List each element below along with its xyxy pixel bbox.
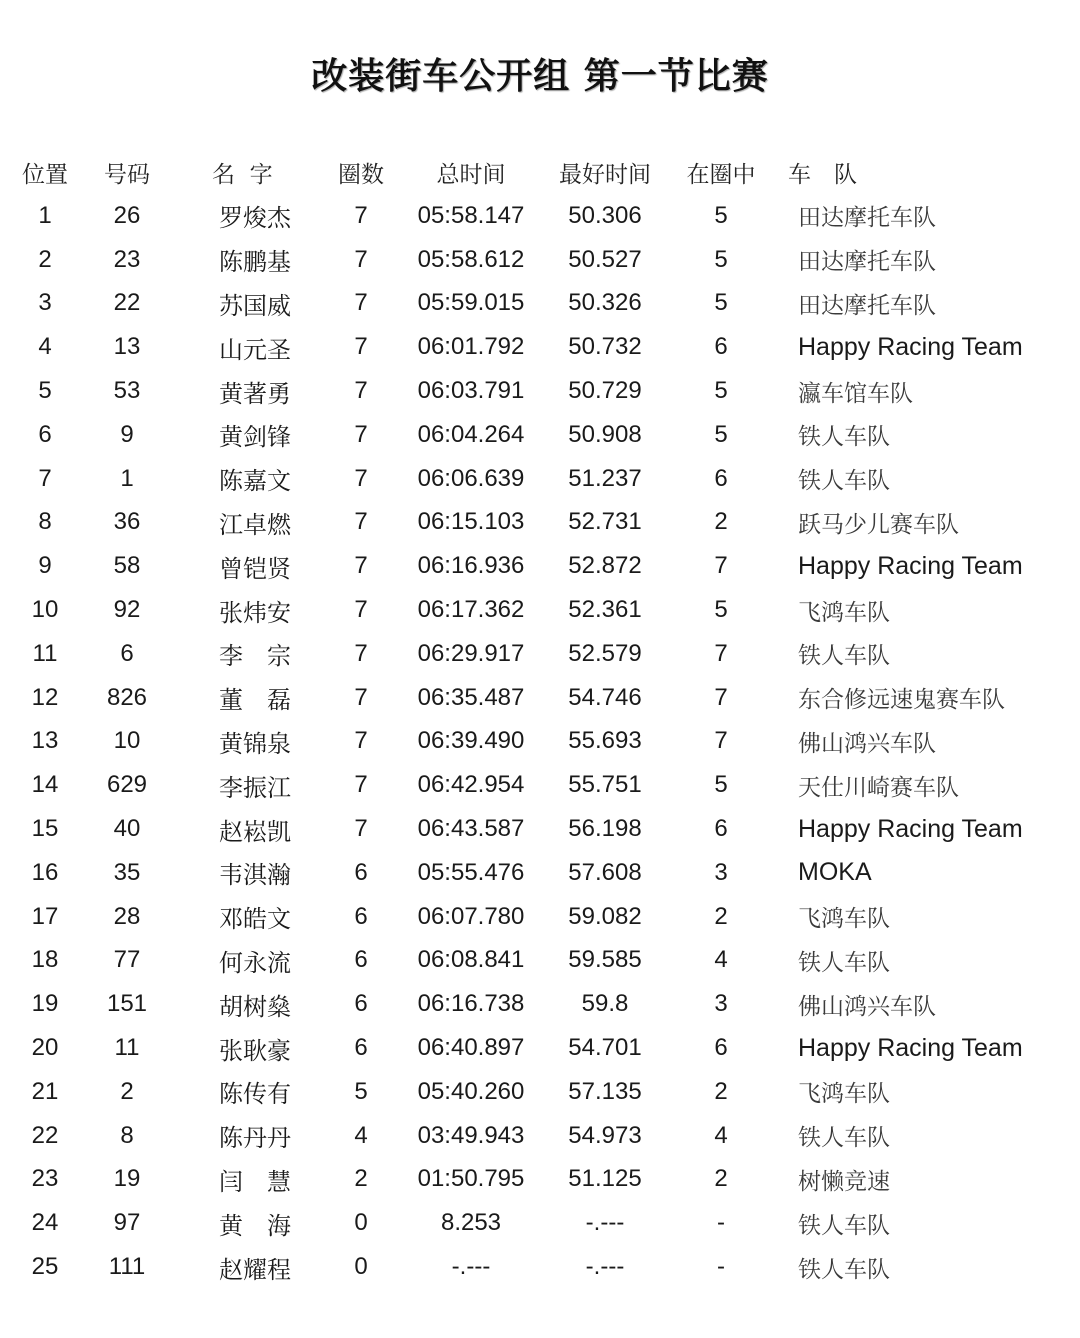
cell-position: 13 xyxy=(31,727,59,755)
header-name: 名 字 xyxy=(212,161,273,188)
table-row xyxy=(0,501,1080,545)
cell-team: 铁人车队 xyxy=(798,424,890,451)
cell-position: 1 xyxy=(38,201,52,229)
cell-total-time: 06:04.264 xyxy=(417,420,525,448)
cell-in-lap: 5 xyxy=(714,201,728,229)
cell-best-time: 59.082 xyxy=(568,902,642,930)
cell-name: 张炜安 xyxy=(219,598,291,627)
cell-team: 田达摩托车队 xyxy=(798,292,936,319)
cell-best-time: 50.908 xyxy=(568,420,642,448)
cell-number: 8 xyxy=(120,1121,134,1149)
table-row xyxy=(0,763,1080,807)
cell-in-lap: 2 xyxy=(714,1077,728,1105)
table-row xyxy=(0,194,1080,238)
cell-laps: 0 xyxy=(354,1253,368,1281)
cell-in-lap: 7 xyxy=(714,639,728,667)
cell-in-lap: - xyxy=(717,1209,725,1237)
cell-team: 铁人车队 xyxy=(798,1212,890,1239)
cell-best-time: 52.361 xyxy=(568,596,642,624)
cell-total-time: 05:58.612 xyxy=(417,245,525,273)
cell-in-lap: 2 xyxy=(714,1165,728,1193)
cell-total-time: 06:01.792 xyxy=(417,333,525,361)
cell-number: 151 xyxy=(106,990,148,1018)
table-row xyxy=(0,895,1080,939)
cell-number: 13 xyxy=(113,333,141,361)
cell-laps: 7 xyxy=(354,683,368,711)
cell-team: 铁人车队 xyxy=(798,643,890,670)
cell-number: 9 xyxy=(120,420,134,448)
cell-position: 22 xyxy=(31,1121,59,1149)
cell-total-time: 06:39.490 xyxy=(417,727,525,755)
cell-best-time: 50.306 xyxy=(568,201,642,229)
cell-team: 铁人车队 xyxy=(798,468,890,495)
table-row xyxy=(0,632,1080,676)
cell-laps: 7 xyxy=(354,508,368,536)
cell-best-time: 52.872 xyxy=(568,552,642,580)
cell-name: 陈传有 xyxy=(219,1080,291,1109)
cell-number: 629 xyxy=(106,771,148,799)
table-row xyxy=(0,369,1080,413)
cell-team: 飞鸿车队 xyxy=(798,1081,890,1108)
cell-position: 18 xyxy=(31,946,59,974)
cell-number: 36 xyxy=(113,508,141,536)
cell-in-lap: 6 xyxy=(714,1034,728,1062)
cell-total-time: 03:49.943 xyxy=(417,1121,525,1149)
cell-team: 铁人车队 xyxy=(798,949,890,976)
cell-laps: 7 xyxy=(354,201,368,229)
cell-laps: 7 xyxy=(354,245,368,273)
cell-total-time: 06:06.639 xyxy=(417,464,525,492)
cell-number: 40 xyxy=(113,815,141,843)
cell-in-lap: 5 xyxy=(714,289,728,317)
cell-laps: 2 xyxy=(354,1165,368,1193)
cell-number: 97 xyxy=(113,1209,141,1237)
cell-team: Happy Racing Team xyxy=(798,332,1023,361)
cell-team: 天仕川崎赛车队 xyxy=(798,774,959,801)
cell-position: 19 xyxy=(31,990,59,1018)
cell-number: 28 xyxy=(113,902,141,930)
cell-number: 6 xyxy=(120,639,134,667)
cell-name: 黄锦泉 xyxy=(219,729,291,758)
cell-name: 邓皓文 xyxy=(219,905,291,934)
cell-laps: 7 xyxy=(354,333,368,361)
cell-name: 李 宗 xyxy=(219,642,291,671)
header-best-time: 最好时间 xyxy=(559,161,651,188)
table-row xyxy=(0,807,1080,851)
cell-best-time: 54.973 xyxy=(568,1121,642,1149)
header-team: 车 队 xyxy=(788,161,857,188)
table-row xyxy=(0,1026,1080,1070)
table-row xyxy=(0,1245,1080,1289)
cell-in-lap: 3 xyxy=(714,990,728,1018)
cell-total-time: -.--- xyxy=(451,1253,491,1281)
cell-position: 24 xyxy=(31,1209,59,1237)
cell-best-time: 50.527 xyxy=(568,245,642,273)
table-row xyxy=(0,238,1080,282)
header-position: 位置 xyxy=(22,161,68,188)
cell-laps: 0 xyxy=(354,1209,368,1237)
cell-in-lap: 5 xyxy=(714,771,728,799)
table-row xyxy=(0,282,1080,326)
cell-in-lap: 4 xyxy=(714,1121,728,1149)
cell-in-lap: 6 xyxy=(714,815,728,843)
cell-laps: 6 xyxy=(354,902,368,930)
cell-in-lap: 6 xyxy=(714,464,728,492)
table-row xyxy=(0,851,1080,895)
cell-number: 10 xyxy=(113,727,141,755)
cell-in-lap: 3 xyxy=(714,858,728,886)
cell-name: 黄 海 xyxy=(219,1211,291,1240)
cell-position: 21 xyxy=(31,1077,59,1105)
cell-total-time: 06:29.917 xyxy=(417,639,525,667)
cell-laps: 7 xyxy=(354,727,368,755)
cell-team: 田达摩托车队 xyxy=(798,205,936,232)
cell-team: 飞鸿车队 xyxy=(798,906,890,933)
cell-total-time: 8.253 xyxy=(440,1209,502,1237)
cell-position: 10 xyxy=(31,596,59,624)
cell-laps: 7 xyxy=(354,289,368,317)
cell-laps: 4 xyxy=(354,1121,368,1149)
cell-number: 826 xyxy=(106,683,148,711)
cell-position: 23 xyxy=(31,1165,59,1193)
cell-total-time: 05:40.260 xyxy=(417,1077,525,1105)
cell-number: 22 xyxy=(113,289,141,317)
cell-total-time: 01:50.795 xyxy=(417,1165,525,1193)
cell-name: 李振江 xyxy=(219,773,291,802)
cell-name: 陈丹丹 xyxy=(219,1124,291,1153)
cell-best-time: 52.579 xyxy=(568,639,642,667)
cell-name: 胡树燊 xyxy=(219,992,291,1021)
cell-total-time: 06:07.780 xyxy=(417,902,525,930)
cell-total-time: 05:59.015 xyxy=(417,289,525,317)
cell-laps: 7 xyxy=(354,771,368,799)
cell-position: 4 xyxy=(38,333,52,361)
cell-position: 9 xyxy=(38,552,52,580)
cell-laps: 6 xyxy=(354,946,368,974)
cell-laps: 6 xyxy=(354,858,368,886)
cell-position: 2 xyxy=(38,245,52,273)
cell-best-time: 59.585 xyxy=(568,946,642,974)
cell-best-time: 57.135 xyxy=(568,1077,642,1105)
cell-in-lap: 7 xyxy=(714,552,728,580)
cell-laps: 7 xyxy=(354,596,368,624)
cell-in-lap: 5 xyxy=(714,596,728,624)
cell-number: 92 xyxy=(113,596,141,624)
cell-total-time: 06:17.362 xyxy=(417,596,525,624)
cell-total-time: 06:35.487 xyxy=(417,683,525,711)
cell-name: 陈鹏基 xyxy=(219,248,291,277)
cell-position: 16 xyxy=(31,858,59,886)
cell-position: 5 xyxy=(38,377,52,405)
cell-best-time: 59.8 xyxy=(581,990,629,1018)
cell-best-time: 57.608 xyxy=(568,858,642,886)
header-laps: 圈数 xyxy=(338,161,384,188)
table-row xyxy=(0,982,1080,1026)
cell-position: 3 xyxy=(38,289,52,317)
cell-in-lap: - xyxy=(717,1253,725,1281)
cell-team: Happy Racing Team xyxy=(798,814,1023,843)
cell-laps: 6 xyxy=(354,990,368,1018)
cell-name: 山元圣 xyxy=(219,335,291,364)
cell-name: 陈嘉文 xyxy=(219,467,291,496)
cell-team: Happy Racing Team xyxy=(798,551,1023,580)
cell-in-lap: 7 xyxy=(714,727,728,755)
cell-position: 7 xyxy=(38,464,52,492)
cell-team: MOKA xyxy=(798,858,872,887)
results-table xyxy=(0,150,1080,1289)
cell-number: 23 xyxy=(113,245,141,273)
cell-laps: 7 xyxy=(354,377,368,405)
cell-name: 罗焌杰 xyxy=(219,204,291,233)
table-row xyxy=(0,544,1080,588)
table-row xyxy=(0,325,1080,369)
cell-team: 铁人车队 xyxy=(798,1125,890,1152)
table-row xyxy=(0,588,1080,632)
table-row xyxy=(0,413,1080,457)
cell-position: 25 xyxy=(31,1253,59,1281)
results-body xyxy=(0,194,1080,1289)
cell-number: 35 xyxy=(113,858,141,886)
cell-laps: 7 xyxy=(354,420,368,448)
cell-total-time: 05:55.476 xyxy=(417,858,525,886)
table-row xyxy=(0,1070,1080,1114)
cell-in-lap: 7 xyxy=(714,683,728,711)
cell-total-time: 06:08.841 xyxy=(417,946,525,974)
cell-number: 26 xyxy=(113,201,141,229)
cell-best-time: 56.198 xyxy=(568,815,642,843)
table-row xyxy=(0,720,1080,764)
cell-total-time: 05:58.147 xyxy=(417,201,525,229)
cell-team: 跃马少儿赛车队 xyxy=(798,511,959,538)
cell-in-lap: 5 xyxy=(714,420,728,448)
cell-best-time: 54.746 xyxy=(568,683,642,711)
cell-name: 何永流 xyxy=(219,948,291,977)
cell-position: 17 xyxy=(31,902,59,930)
cell-laps: 5 xyxy=(354,1077,368,1105)
cell-total-time: 06:43.587 xyxy=(417,815,525,843)
cell-position: 11 xyxy=(32,639,58,667)
cell-total-time: 06:40.897 xyxy=(417,1034,525,1062)
cell-team: 飞鸿车队 xyxy=(798,599,890,626)
cell-team: 田达摩托车队 xyxy=(798,249,936,276)
cell-name: 赵崧凯 xyxy=(219,817,291,846)
cell-best-time: 50.729 xyxy=(568,377,642,405)
cell-number: 2 xyxy=(120,1077,134,1105)
cell-total-time: 06:16.738 xyxy=(417,990,525,1018)
cell-in-lap: 5 xyxy=(714,377,728,405)
cell-best-time: 50.732 xyxy=(568,333,642,361)
cell-name: 曾铠贤 xyxy=(219,554,291,583)
cell-number: 1 xyxy=(120,464,134,492)
cell-number: 58 xyxy=(113,552,141,580)
header-in-lap: 在圈中 xyxy=(686,161,756,188)
cell-best-time: 51.125 xyxy=(568,1165,642,1193)
cell-position: 15 xyxy=(31,815,59,843)
table-row xyxy=(0,1201,1080,1245)
cell-number: 19 xyxy=(113,1165,141,1193)
cell-total-time: 06:15.103 xyxy=(417,508,525,536)
cell-in-lap: 5 xyxy=(714,245,728,273)
cell-team: 瀛车馆车队 xyxy=(798,380,913,407)
cell-team: 铁人车队 xyxy=(798,1256,890,1283)
cell-name: 韦淇瀚 xyxy=(219,861,291,890)
cell-position: 14 xyxy=(31,771,59,799)
cell-name: 黄著勇 xyxy=(219,379,291,408)
cell-laps: 7 xyxy=(354,552,368,580)
cell-best-time: -.--- xyxy=(585,1253,625,1281)
cell-laps: 6 xyxy=(354,1034,368,1062)
cell-name: 江卓燃 xyxy=(219,510,291,539)
cell-in-lap: 2 xyxy=(714,902,728,930)
cell-laps: 7 xyxy=(354,464,368,492)
cell-total-time: 06:42.954 xyxy=(417,771,525,799)
cell-name: 闫 慧 xyxy=(219,1167,291,1196)
table-row xyxy=(0,676,1080,720)
cell-in-lap: 2 xyxy=(714,508,728,536)
cell-best-time: 54.701 xyxy=(568,1034,642,1062)
header-total-time: 总时间 xyxy=(436,161,506,188)
cell-team: Happy Racing Team xyxy=(798,1033,1023,1062)
cell-name: 赵耀程 xyxy=(219,1255,291,1284)
cell-laps: 7 xyxy=(354,639,368,667)
cell-best-time: 55.751 xyxy=(568,771,642,799)
page-title: 改装街车公开组 第一节比赛 xyxy=(311,55,769,97)
cell-team: 佛山鸿兴车队 xyxy=(798,993,936,1020)
cell-name: 黄剑锋 xyxy=(219,423,291,452)
cell-position: 20 xyxy=(31,1034,59,1062)
cell-best-time: 51.237 xyxy=(568,464,642,492)
cell-number: 111 xyxy=(108,1253,146,1281)
table-row xyxy=(0,457,1080,501)
cell-team: 树懒竞速 xyxy=(798,1168,890,1195)
cell-total-time: 06:16.936 xyxy=(417,552,525,580)
cell-best-time: -.--- xyxy=(585,1209,625,1237)
cell-best-time: 55.693 xyxy=(568,727,642,755)
cell-team: 东合修远速鬼赛车队 xyxy=(798,687,1005,714)
cell-number: 77 xyxy=(113,946,141,974)
cell-in-lap: 4 xyxy=(714,946,728,974)
cell-position: 8 xyxy=(38,508,52,536)
cell-total-time: 06:03.791 xyxy=(417,377,525,405)
cell-number: 53 xyxy=(113,377,141,405)
header-number: 号码 xyxy=(104,161,150,188)
cell-in-lap: 6 xyxy=(714,333,728,361)
cell-name: 苏国威 xyxy=(219,291,291,320)
cell-position: 6 xyxy=(38,420,52,448)
table-row xyxy=(0,1158,1080,1202)
cell-number: 11 xyxy=(114,1034,140,1062)
cell-best-time: 52.731 xyxy=(568,508,642,536)
table-header-row xyxy=(0,150,1080,194)
cell-name: 董 磊 xyxy=(219,686,291,715)
table-row xyxy=(0,1114,1080,1158)
table-row xyxy=(0,939,1080,983)
cell-name: 张耿豪 xyxy=(219,1036,291,1065)
cell-position: 12 xyxy=(31,683,59,711)
cell-team: 佛山鸿兴车队 xyxy=(798,730,936,757)
cell-laps: 7 xyxy=(354,815,368,843)
cell-best-time: 50.326 xyxy=(568,289,642,317)
